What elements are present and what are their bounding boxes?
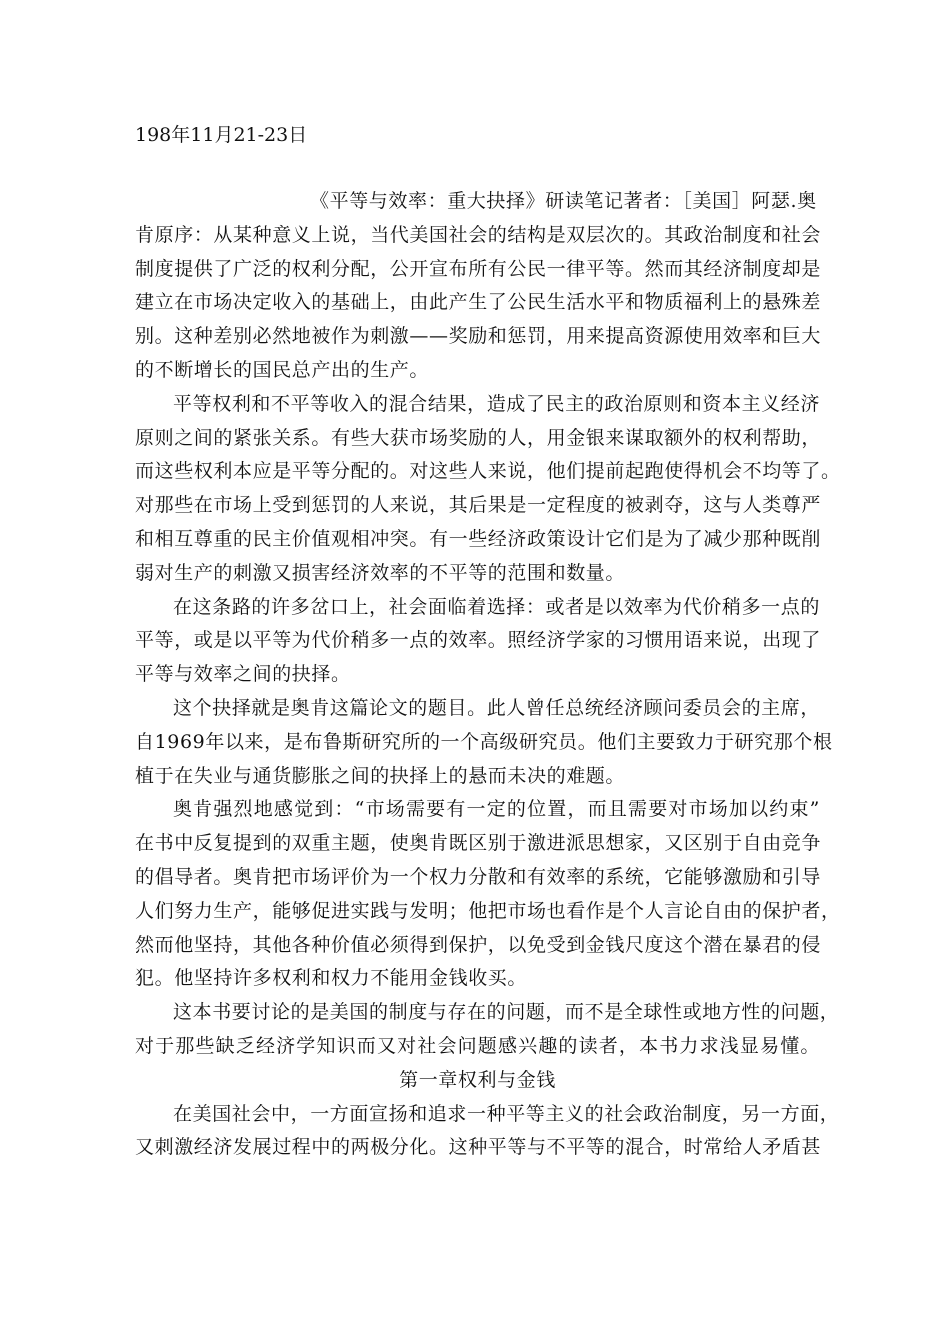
text-line: 然而他坚持，其他各种价值必须得到保护，以免受到金钱尺度这个潜在暴君的侵 [135,933,822,956]
text-line: 这个抉择就是奥肯这篇论文的题目。此人曾任总统经济顾问委员会的主席， [173,696,820,719]
text-line: 人们努力生产，能够促进实践与发明；他把市场也看作是个人言论自由的保护者， [135,899,841,922]
text-line: 在美国社会中，一方面宣扬和追求一种平等主义的社会政治制度，另一方面， [173,1102,840,1125]
text-line: 对那些在市场上受到惩罚的人来说，其后果是一定程度的被剥夺，这与人类尊严 [135,494,822,517]
text-line: 在书中反复提到的双重主题，使奥肯既区别于激进派思想家，又区别于自由竞争 [135,832,822,855]
text-line: 《平等与效率：重大抉择》研读笔记著者：［美国］阿瑟.奥 [310,190,817,212]
text-line: 植于在失业与通货膨胀之间的抉择上的悬而未决的难题。 [135,764,626,787]
text-line: 平等，或是以平等为代价稍多一点的效率。照经济学家的习惯用语来说，出现了 [135,629,822,652]
text-line: 平等权利和不平等收入的混合结果，造成了民主的政治原则和资本主义经济 [173,392,820,415]
text-line: 的不断增长的国民总产出的生产。 [135,358,430,381]
text-line: 制度提供了广泛的权利分配，公开宣布所有公民一律平等。然而其经济制度却是 [135,257,822,280]
document-date: 198年11月21-23日 [135,124,308,146]
text-line: 原则之间的紧张关系。有些大获市场奖励的人，用金银来谋取额外的权利帮助， [135,426,822,449]
text-line: 建立在市场决定收入的基础上，由此产生了公民生活水平和物质福利上的悬殊差 [135,291,822,314]
text-line: 自1969年以来，是布鲁斯研究所的一个高级研究员。他们主要致力于研究那个根 [135,730,833,753]
text-line: 别。这种差别必然地被作为刺激——奖励和惩罚，用来提高资源使用效率和巨大 [135,325,822,348]
text-line: 对于那些缺乏经济学知识而又对社会问题感兴趣的读者，本书力求浅显易懂。 [135,1034,820,1057]
text-line: 这本书要讨论的是美国的制度与存在的问题，而不是全球性或地方性的问题， [173,1001,840,1024]
document-body [135,185,841,1165]
text-line: 肯原序：从某种意义上说，当代美国社会的结构是双层次的。其政治制度和社会 [135,223,822,246]
chapter-heading: 第一章权利与金钱 [399,1068,556,1091]
text-line: 和相互尊重的民主价值观相冲突。有一些经济政策设计它们是为了减少那种既削 [135,527,822,550]
text-line: 在这条路的许多岔口上，社会面临着选择：或者是以效率为代价稍多一点的 [173,595,820,618]
text-line: 而这些权利本应是平等分配的。对这些人来说，他们提前起跑使得机会不均等了。 [135,460,841,483]
text-line: 又刺激经济发展过程中的两极分化。这种平等与不平等的混合，时常给人矛盾甚 [135,1136,822,1159]
text-line: 平等与效率之间的抉择。 [135,663,351,686]
text-line: 奥肯强烈地感觉到：“市场需要有一定的位置，而且需要对市场加以约束” [173,798,820,821]
text-line: 弱对生产的刺激又损害经济效率的不平等的范围和数量。 [135,561,626,584]
text-line: 犯。他坚持许多权利和权力不能用金钱收买。 [135,967,528,990]
text-line: 的倡导者。奥肯把市场评价为一个权力分散和有效率的系统，它能够激励和引导 [135,865,822,888]
